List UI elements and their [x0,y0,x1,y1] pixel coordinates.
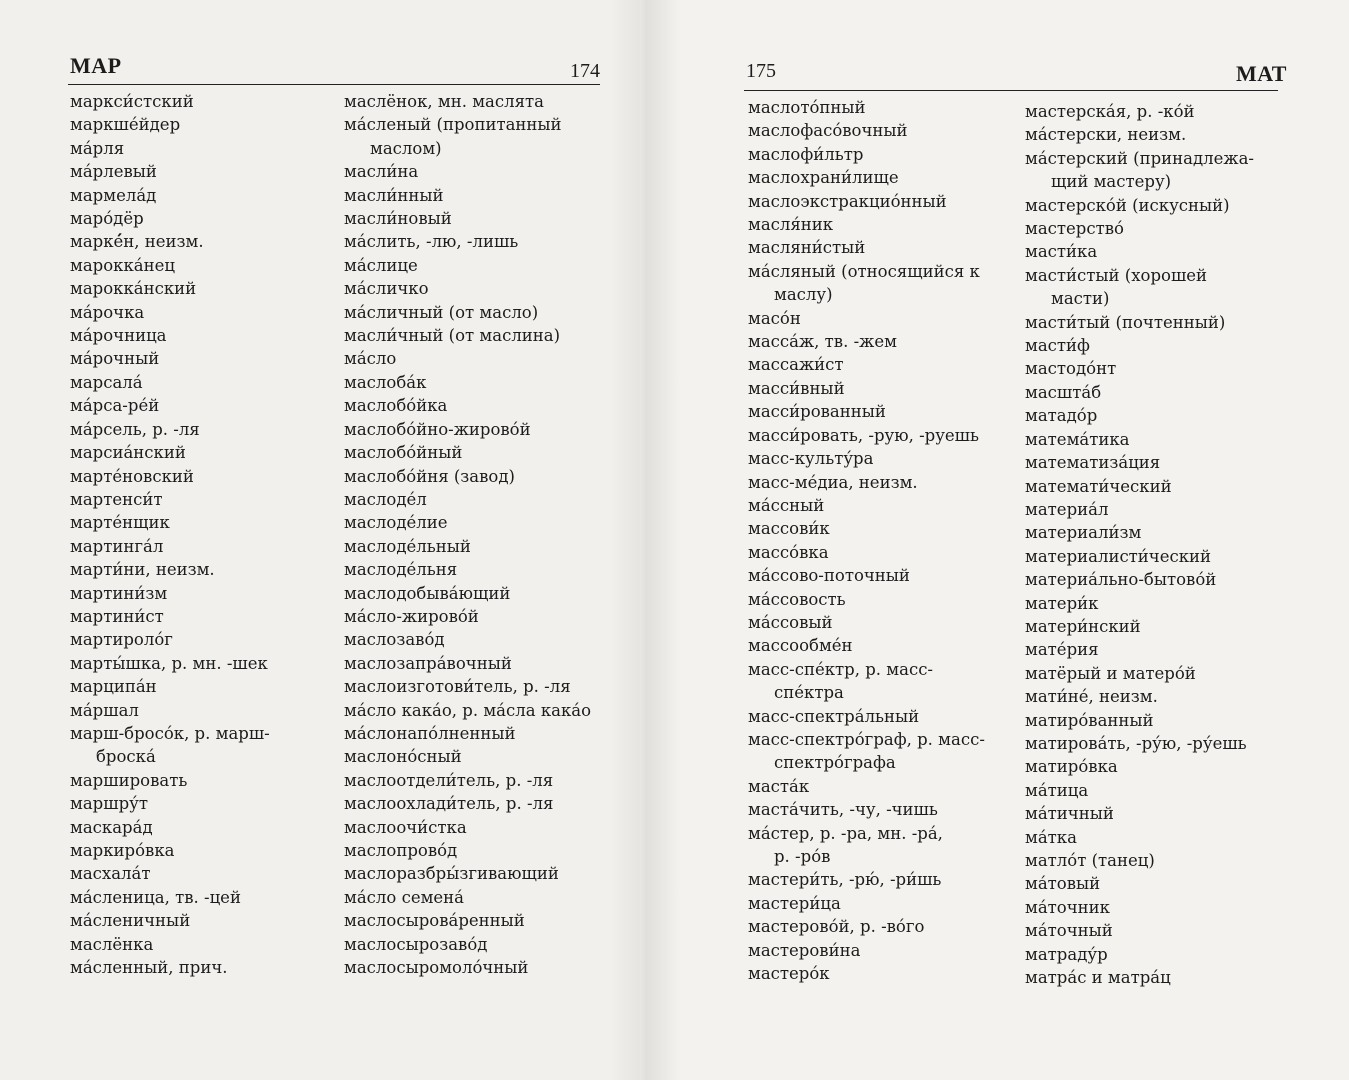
dictionary-entry: маслоизготови́тель, р. -ля [344,677,571,697]
dictionary-entry: маслофи́льтр [748,144,864,164]
dictionary-entry: марокка́нец [70,255,176,275]
dictionary-entry: маршру́т [70,794,148,814]
dictionary-entry: маркси́стский [70,92,194,111]
dictionary-entry: маслоде́льный [344,536,471,556]
dictionary-entry: масси́ровать, -рую, -руешь [748,425,980,445]
dictionary-entry: спе́ктра [774,683,844,703]
dictionary-entry: ма́стерски, неизм. [1025,125,1187,145]
dictionary-entry: масс-спектра́льный [748,706,920,726]
dictionary-entry: мастери́ца [748,893,841,913]
dictionary-entry: маршировать [70,770,188,790]
dictionary-entry: мастерово́й, р. -во́го [748,917,925,937]
dictionary-entry: масса́ж, тв. -жем [748,332,897,352]
dictionary-entry: масс-спектро́граф, р. масс- [748,729,985,749]
dictionary-entry: маслосырова́ренный [344,911,525,931]
dictionary-entry: ма́сло [344,349,397,369]
left-column-2 [344,90,606,979]
dictionary-entry: мартинга́л [70,536,164,556]
dictionary-entry: масо́н [748,308,801,328]
dictionary-entry: ма́рлевый [70,162,157,182]
dictionary-entry: матраду́р [1025,944,1108,964]
dictionary-entry: масти) [1051,289,1110,309]
dictionary-entry: масс-культу́ра [748,449,874,469]
dictionary-entry: мастерско́й (искусный) [1025,195,1230,215]
dictionary-entry: маслоно́сный [344,747,462,767]
dictionary-entry: маслоохлади́тель, р. -ля [344,794,554,814]
dictionary-entry: спектро́графа [774,753,896,773]
dictionary-entry: марте́нщик [70,513,170,533]
left-guide-word: МАР [70,53,122,78]
dictionary-entry: матра́с и матра́ц [1025,968,1171,988]
dictionary-entry: р. -ро́в [774,847,831,866]
dictionary-entry: матема́тика [1025,429,1130,449]
dictionary-entry: марш-бросо́к, р. марш- [70,723,270,743]
dictionary-entry: ма́тичный [1025,804,1114,824]
dictionary-entry: ма́сло кака́о, р. ма́сла кака́о [344,700,592,720]
dictionary-entry: маслофасо́вочный [748,121,908,141]
dictionary-entry: масляни́стый [748,238,866,258]
dictionary-entry: математиза́ция [1025,453,1161,473]
dictionary-entry: масти́ка [1025,242,1098,262]
dictionary-entry: марти́ни, неизм. [70,560,215,580]
dictionary-entry: матиро́вка [1025,757,1118,777]
dictionary-entry: матери́к [1025,593,1099,613]
dictionary-entry: маслобо́йня (завод) [344,466,515,486]
dictionary-entry: маслоде́л [344,489,427,509]
left-page [0,0,640,1080]
dictionary-entry: ма́стер, р. -ра, мн. -ра́, [748,823,943,843]
dictionary-entry: ма́сляный (относящийся к [748,261,980,281]
dictionary-entry: ма́тка [1025,827,1077,847]
dictionary-entry: матёрый и матеро́й [1025,663,1196,683]
dictionary-entry: маста́к [748,776,810,796]
dictionary-entry: масли́на [344,162,419,182]
dictionary-entry: мартенси́т [70,489,163,509]
dictionary-entry: маслосыромоло́чный [344,958,529,978]
right-page-number: 175 [746,60,776,82]
dictionary-entry: ма́рочница [70,326,167,346]
dictionary-entry: мартини́зм [70,583,168,603]
dictionary-entry: масс-спе́ктр, р. масс- [748,659,934,679]
dictionary-entry: мармела́д [70,185,157,205]
dictionary-entry: маслоотдели́тель, р. -ля [344,770,554,790]
dictionary-entry: материа́л [1025,499,1109,519]
dictionary-entry: маслодобыва́ющий [344,583,511,603]
dictionary-entry: маслоочи́стка [344,817,467,837]
dictionary-entry: ма́сличный (от масло) [344,302,539,322]
dictionary-entry: ма́сличко [344,279,429,299]
dictionary-entry: мате́рия [1025,640,1099,660]
dictionary-entry: масшта́б [1025,382,1102,402]
dictionary-entry: ма́товый [1025,874,1101,894]
dictionary-entry: маркше́йдер [70,115,181,135]
right-column-2 [1025,100,1293,989]
dictionary-entry: массови́к [748,519,830,539]
dictionary-entry: матирова́ть, -ру́ю, -ру́ешь [1025,733,1247,753]
dictionary-entry: маслоде́льня [344,560,458,580]
dictionary-entry: масли́нный [344,185,444,205]
dictionary-entry: марсиа́нский [70,443,186,463]
dictionary-entry: ма́ссовость [748,589,846,609]
dictionary-entry: ма́слице [344,255,418,275]
left-header-rule [68,84,600,85]
dictionary-entry: масти́ф [1025,336,1090,356]
dictionary-entry: масси́рованный [748,402,886,422]
dictionary-entry: ма́стерский (принадлежа- [1025,148,1254,168]
left-column-1 [70,90,332,979]
dictionary-entry: мати́не́, неизм. [1025,687,1158,707]
dictionary-entry: маскара́д [70,817,153,837]
dictionary-entry: масхала́т [70,864,151,884]
dictionary-entry: маслоба́к [344,372,427,392]
right-column-1 [748,96,1016,985]
dictionary-entry: мастодо́нт [1025,359,1117,379]
dictionary-entry: марокка́нский [70,279,197,299]
right-guide-word: МАТ [1236,61,1287,86]
right-header-rule [744,90,1278,91]
dictionary-entry: ма́рса-ре́й [70,396,160,416]
dictionary-entry: матло́т (танец) [1025,851,1155,870]
dictionary-entry: ма́сленичный [70,911,191,931]
dictionary-entry: маслобо́йно-жирово́й [344,419,531,439]
dictionary-entry: маслёнка [70,934,154,954]
dictionary-entry: маслото́пный [748,98,866,117]
dictionary-entry: масс-ме́диа, неизм. [748,472,918,492]
dictionary-entry: ма́рсель, р. -ля [70,419,200,439]
dictionary-entry: маслоэкстракцио́нный [748,191,947,211]
dictionary-entry: маслу) [774,285,833,305]
dictionary-entry: материа́льно-бытово́й [1025,570,1217,590]
dictionary-entry: мастери́ть, -рю́, -ри́шь [748,870,942,890]
dictionary-entry: ма́слонапо́лненный [344,723,516,743]
dictionary-entry: мастерска́я, р. -ко́й [1025,102,1195,121]
dictionary-entry: ма́ссово-поточный [748,566,910,586]
dictionary-entry: марты́шка, р. мн. -шек [70,653,268,673]
dictionary-entry: мастерови́на [748,940,861,960]
dictionary-entry: маслохрани́лище [748,168,899,188]
dictionary-entry: матери́нский [1025,616,1141,636]
dictionary-entry: ма́тица [1025,780,1089,800]
dictionary-entry: маро́дёр [70,209,144,229]
dictionary-entry: мастеро́к [748,964,830,984]
dictionary-entry: маркé́н, неизм. [70,232,204,252]
dictionary-entry: маслоде́лие [344,513,448,533]
dictionary-entry: массажи́ст [748,355,844,375]
dictionary-entry: маслоразбры́згивающий [344,864,559,884]
dictionary-entry: маслобо́йка [344,396,448,416]
dictionary-entry: ма́точный [1025,921,1113,941]
dictionary-entry: ма́ссовый [748,612,833,632]
dictionary-entry: маслозапра́вочный [344,653,512,673]
dictionary-entry: масли́чный (от маслина) [344,326,561,346]
dictionary-entry: ма́сленый (пропитанный [344,115,562,135]
dictionary-entry: маслом) [370,138,442,158]
dictionary-entry: маслозаво́д [344,630,445,650]
dictionary-entry: ма́слить, -лю, -лишь [344,232,519,252]
dictionary-entry: матадо́р [1025,406,1098,426]
dictionary-entry: материали́зм [1025,523,1142,543]
dictionary-entry: ма́сло семена́ [344,887,465,907]
dictionary-entry: маста́чить, -чу, -чишь [748,800,938,820]
dictionary-entry: марте́новский [70,466,194,486]
dictionary-entry: щий мастеру) [1051,172,1172,192]
dictionary-entry: броска́ [96,747,156,767]
dictionary-entry: маслопрово́д [344,841,458,860]
dictionary-entry: массообме́н [748,636,853,656]
dictionary-entry: масти́тый (почтенный) [1025,312,1226,332]
dictionary-entry: ма́сло-жирово́й [344,606,479,626]
dictionary-entry: мастерство́ [1025,219,1124,239]
dictionary-entry: ма́рля [70,138,125,158]
dictionary-entry: мартини́ст [70,606,164,626]
dictionary-entry: матиро́ванный [1025,710,1154,730]
dictionary-entry: ма́ршал [70,700,139,720]
dictionary-entry: маслёнок, мн. маслята [344,92,544,111]
dictionary-entry: масти́стый (хорошей [1025,265,1208,285]
dictionary-entry: ма́сленный, прич. [70,958,228,978]
dictionary-entry: масси́вный [748,378,845,398]
dictionary-entry: маркиро́вка [70,841,175,860]
dictionary-entry: ма́сленица, тв. -цей [70,887,241,907]
dictionary-entry: материалисти́ческий [1025,546,1212,566]
dictionary-entry: масля́ник [748,215,834,235]
dictionary-entry: масли́новый [344,209,452,229]
dictionary-entry: ма́ссный [748,495,825,515]
dictionary-entry: мартироло́г [70,630,173,650]
dictionary-entry: массо́вка [748,542,829,562]
dictionary-entry: марципа́н [70,677,157,697]
dictionary-entry: марсала́ [70,372,143,392]
right-page [640,0,1349,1080]
dictionary-entry: маслосырозаво́д [344,934,488,954]
dictionary-entry: ма́рочный [70,349,160,369]
left-page-number: 174 [570,60,600,82]
dictionary-entry: ма́рочка [70,302,145,322]
dictionary-entry: ма́точник [1025,897,1110,917]
dictionary-entry: математи́ческий [1025,476,1172,496]
dictionary-entry: маслобо́йный [344,443,463,463]
